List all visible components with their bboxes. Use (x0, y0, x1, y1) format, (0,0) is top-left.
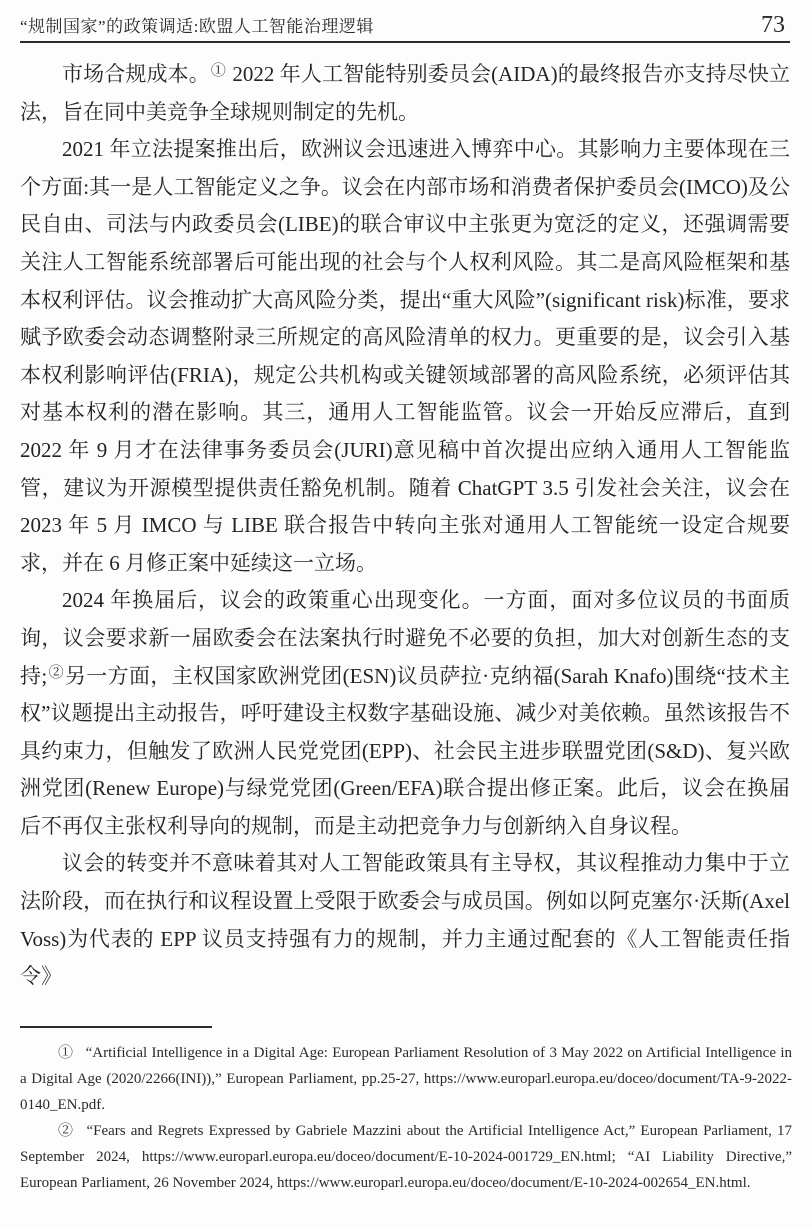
body-paragraph (20, 845, 790, 995)
body-paragraph (20, 131, 790, 582)
body-text-run: 市场合规成本。 (62, 62, 210, 86)
body-text-run: 2022 年人工智能特别委员会(AIDA)的最终报告亦支持尽快立法，旨在同中美竞争全球规则制定的先机。 (20, 62, 790, 124)
article-body (20, 56, 790, 996)
body-paragraph (20, 56, 790, 131)
footnote-ref-marker[interactable]: ① (210, 63, 227, 79)
body-text-run: 议会的转变并不意味着其对人工智能政策具有主导权，其议程推动力集中于立法阶段，而在执行和议程设置上受限于欧委会与成员国。例如以阿克塞尔·沃斯(Axel Voss)为代表的 EPP 议员支持强有力的规制，并力主通过配套的《人工智能责任指令》 (20, 851, 790, 989)
footnotes-section (20, 1040, 792, 1196)
page-header (20, 12, 785, 39)
running-head-title: “规制国家”的政策调适:欧盟人工智能治理逻辑 (20, 17, 374, 36)
footnote-marker: ② (58, 1123, 75, 1139)
footnote-item (20, 1118, 792, 1196)
footnote-ref-marker[interactable]: ② (48, 664, 64, 681)
footnote-text: “Artificial Intelligence in a Digital Age: European Parliament Resolution of 3 May 2022 on Artificial Intelligence in a Digital Age (2020/2266(INI)),” European Parliament, pp.25-27, https://www.europarl.europa.eu/doceo/document/TA-9-2022-0140_EN.pdf. (20, 1045, 792, 1113)
footnote-text: “Fears and Regrets Expressed by Gabriele Mazzini about the Artificial Intelligence Act,” European Parliament, 17 September 2024, https://www.europarl.europa.eu/doceo/document/E-10-2024-001729_EN.html; “AI Liability Directive,” European Parliament, 26 November 2024, https://www.europarl.europa.eu/doceo/document/E-10-2024-002654_EN.html. (20, 1123, 792, 1191)
header-rule (20, 41, 790, 43)
body-text-run: 2021 年立法提案推出后，欧洲议会迅速进入博弈中心。其影响力主要体现在三个方面:其一是人工智能定义之争。议会在内部市场和消费者保护委员会(IMCO)及公民自由、司法与内政委员会(LIBE)的联合审议中主张更为宽泛的定义，还强调需要关注人工智能系统部署后可能出现的社会与个人权利风险。其二是高风险框架和基本权利评估。议会推动扩大高风险分类，提出“重大风险”(significant risk)标准，要求赋予欧委会动态调整附录三所规定的高风险清单的权力。更重要的是，议会引入基本权利影响评估(FRIA)，规定公共机构或关键领域部署的高风险系统，必须评估其对基本权利的潜在影响。其三，通用人工智能监管。议会一开始反应滞后，直到 2022 年 9 月才在法律事务委员会(JURI)意见稿中首次提出应纳入通用人工智能监管，建议为开源模型提供责任豁免机制。随着 ChatGPT 3.5 引发社会关注，议会在 2023 年 5 月 IMCO 与 LIBE 联合报告中转向主张对通用人工智能统一设定合规要求，并在 6 月修正案中延续这一立场。 (20, 137, 790, 575)
body-text-run: 2024 年换届后，议会的政策重心出现变化。一方面，面对多位议员的书面质询，议会要求新一届欧委会在法案执行时避免不必要的负担，加大对创新生态的支持; (20, 588, 790, 688)
footnote-separator-rule (20, 1026, 212, 1028)
footnote-marker: ① (58, 1045, 74, 1061)
body-text-run: 另一方面，主权国家欧洲党团(ESN)议员萨拉·克纳福(Sarah Knafo)围绕“技术主权”议题提出主动报告，呼吁建设主权数字基础设施、减少对美依赖。虽然该报告不具约束力，但触发了欧洲人民党党团(EPP)、社会民主进步联盟党团(S&D)、复兴欧洲党团(Renew Europe)与绿党党团(Green/EFA)联合提出修正案。此后，议会在换届后不再仅主张权利导向的规制，而是主动把竞争力与创新纳入自身议程。 (20, 663, 790, 838)
body-paragraph (20, 582, 790, 845)
page-number: 73 (761, 12, 785, 38)
footnote-item (20, 1040, 792, 1118)
